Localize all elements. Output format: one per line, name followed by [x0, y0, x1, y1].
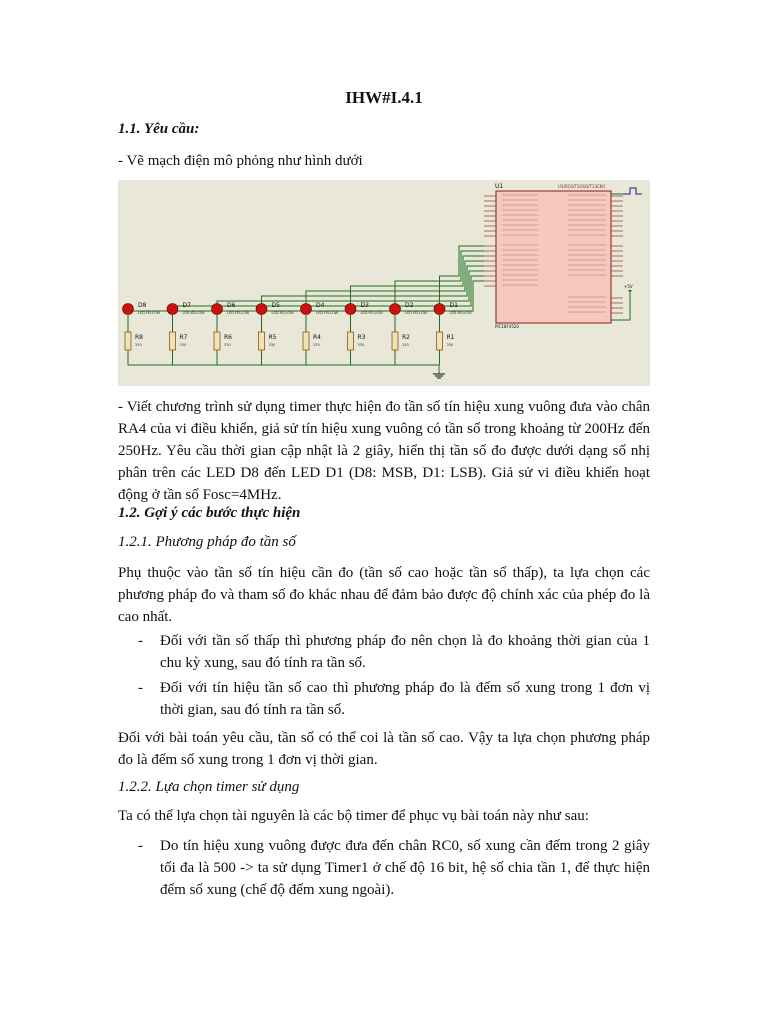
resistor-label: R3	[357, 334, 366, 341]
led-icon	[212, 304, 223, 315]
led-icon	[167, 304, 178, 315]
bullet-marker: -	[138, 633, 143, 649]
circuit-diagram	[118, 180, 650, 386]
resistor-icon	[348, 332, 354, 350]
led-type-label: LED-YELLOW	[449, 311, 472, 315]
resistor-label: R6	[224, 334, 232, 341]
led-type-label: LED-YELLOW	[405, 311, 428, 315]
led-label: D2	[405, 302, 414, 309]
led-type-label: LED-YELLOW	[182, 311, 205, 315]
led-type-label: LED-YELLOW	[360, 311, 383, 315]
resistor-value: 330	[135, 343, 142, 347]
led-label: D5	[271, 302, 280, 309]
led-type-label: LED-YELLOW	[138, 311, 161, 315]
led-type-label: LED-YELLOW	[271, 311, 294, 315]
led-icon	[345, 304, 356, 315]
heading-1-2-2: 1.2.2. Lựa chọn timer sử dụng	[118, 779, 300, 795]
mcu-label: U1	[495, 183, 504, 190]
bullet-low-frequency: Đối với tần số thấp thì phương pháp đo nên chọn là đo khoảng thời gian của 1 chu kỳ xung, sau đó tính ra tần số.	[160, 633, 650, 671]
led-label: D3	[360, 302, 369, 309]
led-icon	[434, 304, 445, 315]
resistor-value: 330	[313, 343, 320, 347]
bullet-timer: Do tín hiệu xung vuông được đưa đến chân RC0, số xung cần đếm trong 2 giây tối đa là 500 -> ta sử dụng Timer1 ở chế độ 16 bit, hệ số chia tần 1, để thực hiện đếm số xung (chế độ đếm xung ngoài).	[160, 838, 650, 898]
led-type-label: LED-YELLOW	[316, 311, 339, 315]
heading-1-1: 1.1. Yêu cầu:	[118, 121, 200, 137]
heading-1-2-1: 1.2.1. Phương pháp đo tần số	[118, 534, 296, 550]
vcc-label: +5V	[624, 284, 633, 289]
resistor-value: 330	[268, 343, 276, 347]
resistor-label: R7	[179, 334, 188, 341]
resistor-label: R1	[446, 334, 455, 341]
resistor-value: 330	[357, 343, 365, 347]
resistor-label: R2	[402, 334, 410, 341]
bullet-high-frequency: Đối với tín hiệu tần số cao thì phương pháp đo là đếm số xung trong 1 đơn vị thời gian, sau đó tính ra tần số.	[160, 680, 650, 718]
paragraph-choice: Đối với bài toán yêu cầu, tần số có thể coi là tần số cao. Vậy ta lựa chọn phương pháp đo là đếm số xung trong 1 đơn vị thời gian.	[118, 730, 650, 768]
resistor-value: 330	[179, 343, 187, 347]
resistor-value: 330	[446, 343, 454, 347]
paragraph-method: Phụ thuộc vào tần số tín hiệu cần đo (tần số cao hoặc tần số thấp), ta lựa chọn các phương pháp đo và tham số đo khác nhau để đảm bảo được độ chính xác của phép đo là cao nhất.	[118, 565, 650, 625]
heading-1-2: 1.2. Gợi ý các bước thực hiện	[118, 505, 301, 521]
led-icon	[123, 304, 134, 315]
led-icon	[256, 304, 267, 315]
requirement-program: - Viết chương trình sử dụng timer thực hiện đo tần số tín hiệu xung vuông đưa vào chân RA4 của vi điều khiển, giả sử tín hiệu xung vuông có tần số trong khoảng từ 200Hz đến 250Hz. Yêu cầu thời gian cập nhật là 2 giây, hiển thị tần số đo được dưới dạng số nhị phân trên các LED D8 đến LED D1 (D8: MSB, D1: LSB). Giả sử vi điều khiển hoạt động ở tần số Fosc=4MHz.	[118, 399, 650, 503]
resistor-icon	[303, 332, 309, 350]
resistor-value: 330	[402, 343, 409, 347]
resistor-label: R5	[268, 334, 277, 341]
resistor-icon	[214, 332, 220, 350]
led-label: D7	[182, 302, 191, 309]
resistor-icon	[259, 332, 265, 350]
led-icon	[390, 304, 401, 315]
resistor-icon	[392, 332, 398, 350]
mcu-pin-note: U1(RC0/T1OSO/T13CKI)	[558, 184, 606, 189]
mcu-part: PIC18F4520	[495, 324, 519, 329]
resistor-icon	[170, 332, 176, 350]
resistor-icon	[125, 332, 131, 350]
paragraph-timer: Ta có thể lựa chọn tài nguyên là các bộ timer để phục vụ bài toán này như sau:	[118, 808, 589, 824]
led-label: D6	[227, 302, 236, 309]
led-label: D4	[316, 302, 325, 309]
mcu-chip	[496, 191, 611, 323]
led-label: D8	[138, 302, 147, 309]
resistor-value: 330	[224, 343, 231, 347]
resistor-label: R4	[313, 334, 321, 341]
bullet-marker: -	[138, 680, 143, 696]
document-title: IHW#I.4.1	[345, 88, 423, 107]
bullet-marker: -	[138, 838, 143, 854]
led-type-label: LED-YELLOW	[227, 311, 250, 315]
led-label: D1	[449, 302, 458, 309]
requirement-draw: - Vẽ mạch điện mô phỏng như hình dưới	[118, 153, 363, 169]
resistor-icon	[437, 332, 443, 350]
resistor-label: R8	[135, 334, 143, 341]
led-icon	[301, 304, 312, 315]
